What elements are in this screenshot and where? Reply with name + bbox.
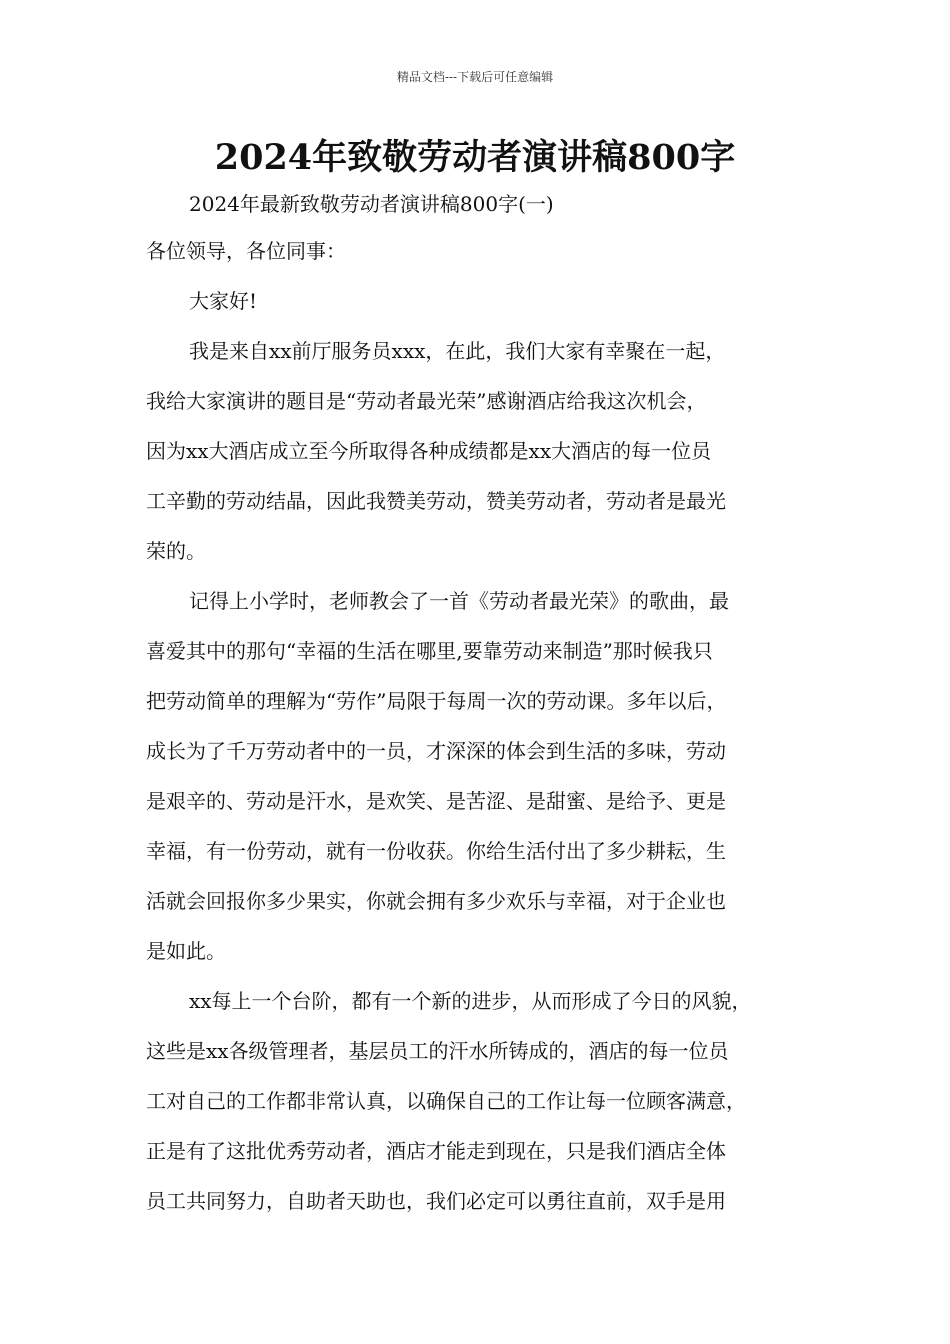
document-subtitle: 2024年最新致敬劳动者演讲稿800字(一) xyxy=(189,192,554,216)
body-line: 员工共同努力，自助者天助也，我们必定可以勇往直前，双手是用 xyxy=(146,1189,726,1213)
body-line: 把劳动简单的理解为“劳作”局限于每周一次的劳动课。多年以后， xyxy=(146,689,727,713)
body-line: 我给大家演讲的题目是“劳动者最光荣”感谢酒店给我这次机会， xyxy=(146,389,707,413)
body-line: xx每上一个台阶，都有一个新的进步，从而形成了今日的风貌， xyxy=(189,989,752,1013)
body-line: 正是有了这批优秀劳动者，酒店才能走到现在，只是我们酒店全体 xyxy=(146,1139,726,1163)
document-body xyxy=(146,232,826,1232)
body-line: 记得上小学时，老师教会了一首《劳动者最光荣》的歌曲，最 xyxy=(189,589,729,613)
document-title: 2024年致敬劳动者演讲稿800字 xyxy=(214,137,736,178)
page-header: 精品文档---下载后可任意编辑 xyxy=(396,70,554,84)
body-line: 工辛勤的劳动结晶，因此我赞美劳动，赞美劳动者，劳动者是最光 xyxy=(146,489,726,513)
body-line: 我是来自xx前厅服务员xxx，在此，我们大家有幸聚在一起， xyxy=(189,339,726,363)
body-line: 活就会回报你多少果实，你就会拥有多少欢乐与幸福，对于企业也 xyxy=(146,889,726,913)
body-line: 工对自己的工作都非常认真，以确保自己的工作让每一位顾客满意， xyxy=(146,1089,746,1113)
body-line: 这些是xx各级管理者，基层员工的汗水所铸成的，酒店的每一位员 xyxy=(146,1039,729,1063)
body-line: 各位领导，各位同事： xyxy=(146,239,346,263)
body-line: 荣的。 xyxy=(146,539,206,563)
body-line: 喜爱其中的那句“幸福的生活在哪里,要靠劳动来制造”那时候我只 xyxy=(146,639,713,663)
body-line: 是艰辛的、劳动是汗水，是欢笑、是苦涩、是甜蜜、是给予、更是 xyxy=(146,789,726,813)
body-line: 成长为了千万劳动者中的一员，才深深的体会到生活的多味，劳动 xyxy=(146,739,726,763)
body-line: 幸福，有一份劳动，就有一份收获。你给生活付出了多少耕耘，生 xyxy=(146,839,726,863)
body-line: 因为xx大酒店成立至今所取得各种成绩都是xx大酒店的每一位员 xyxy=(146,439,712,463)
body-line: 大家好! xyxy=(189,289,258,313)
body-line: 是如此。 xyxy=(146,939,226,963)
